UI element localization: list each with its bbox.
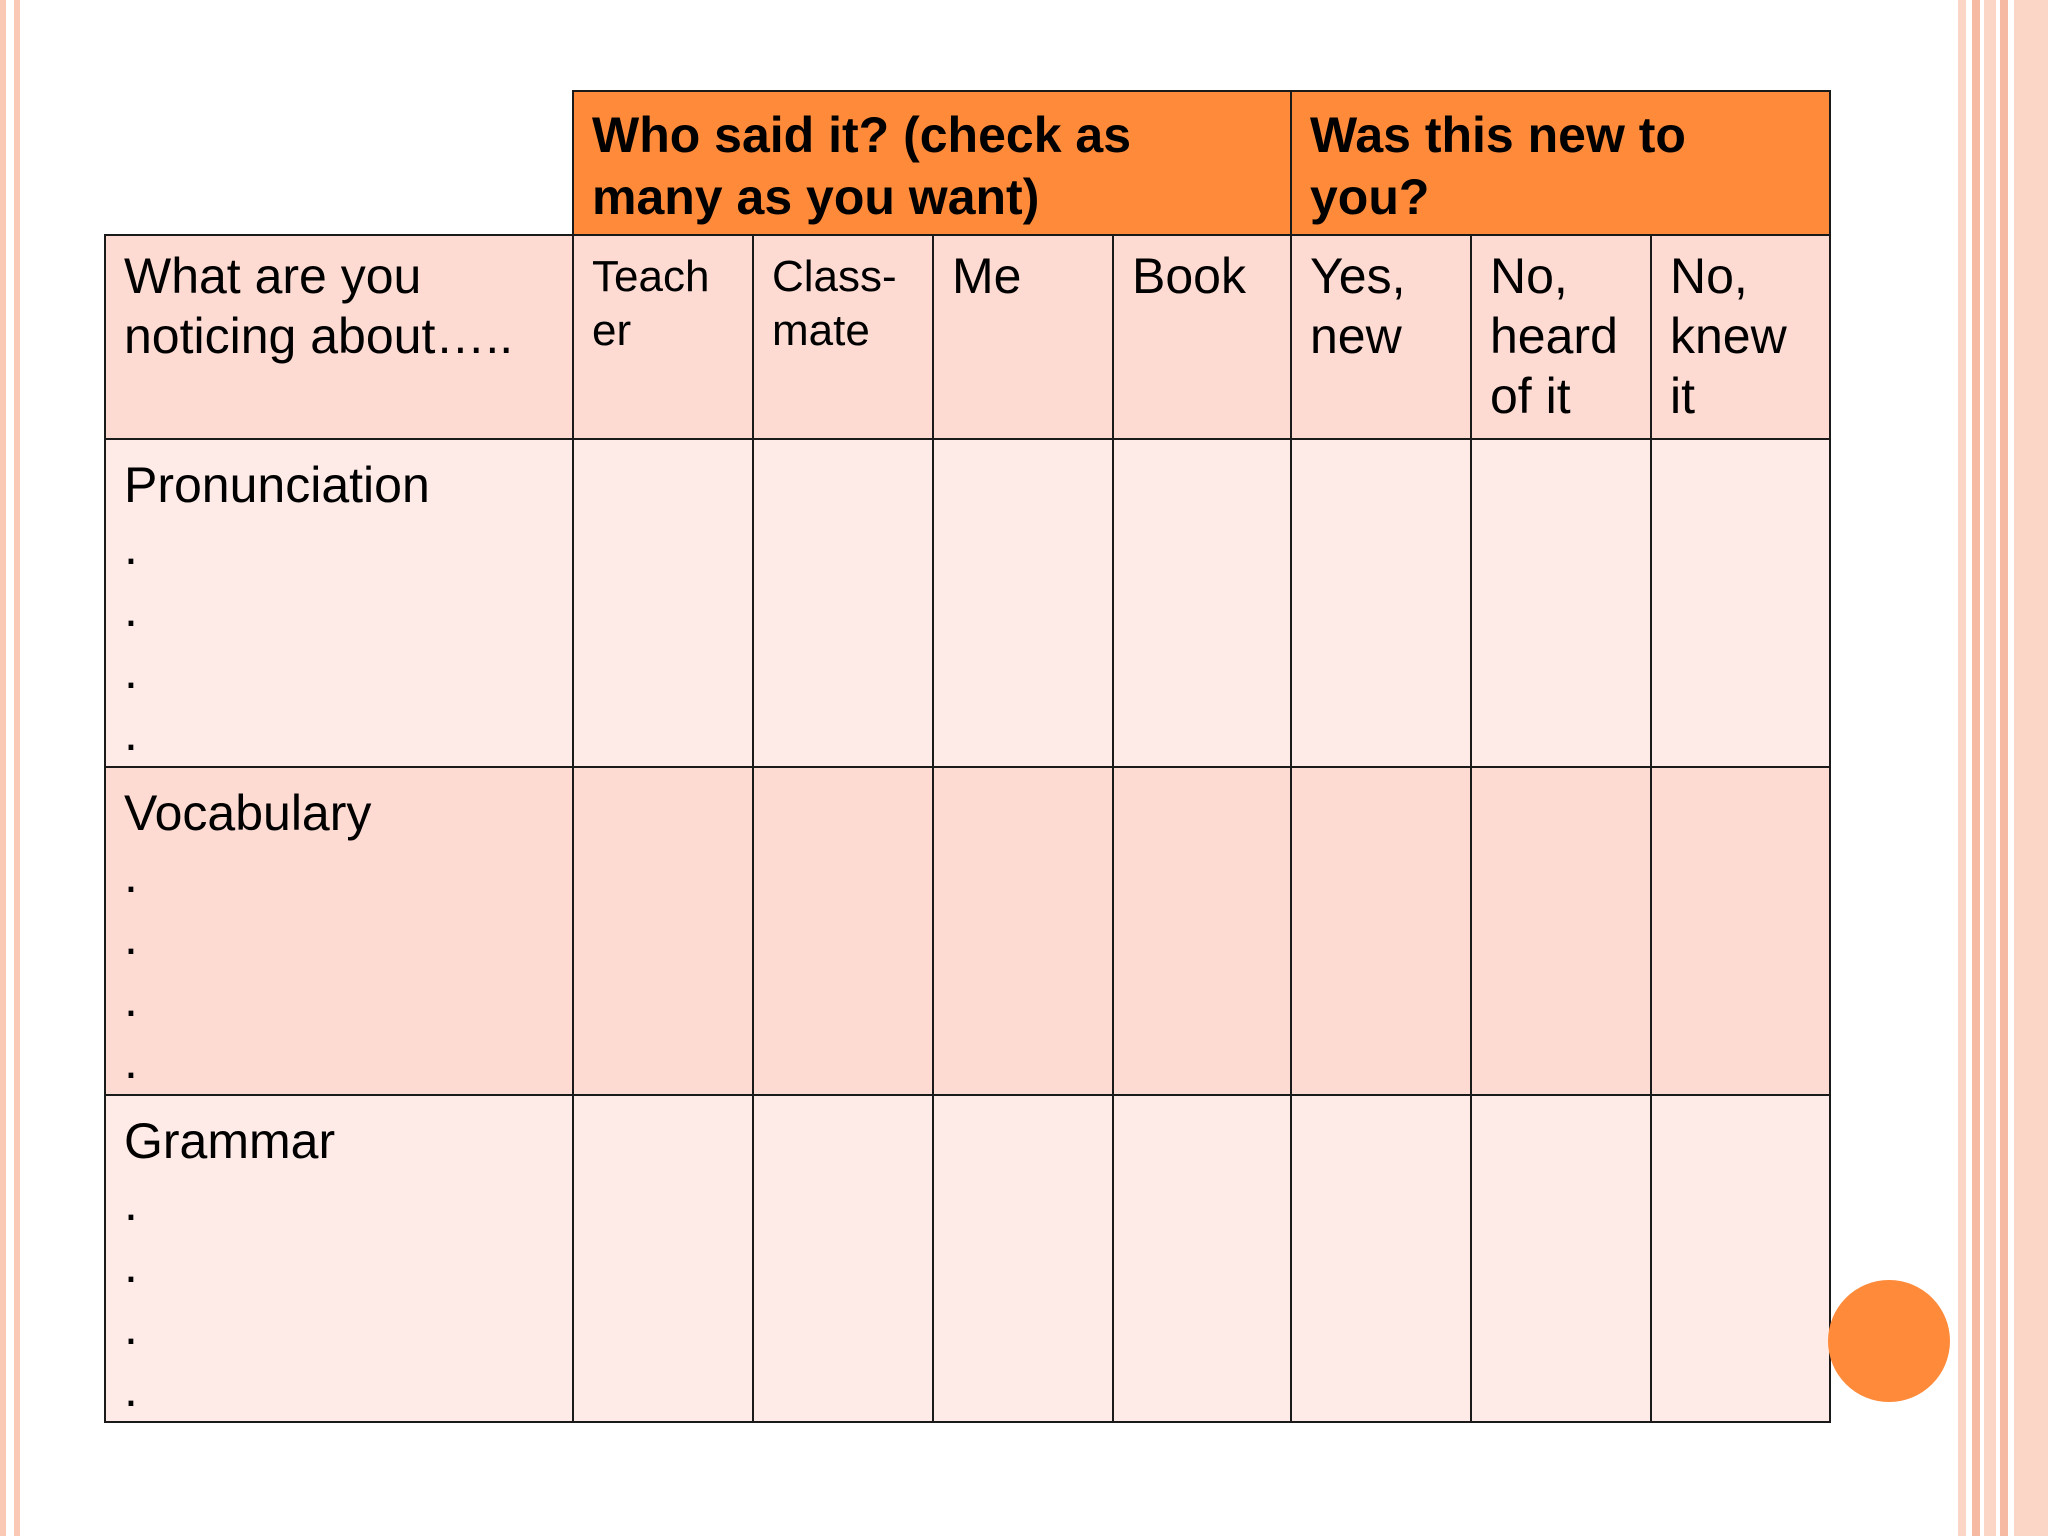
right-border-stripe-2 [1972, 0, 1980, 1536]
checkbox-cell[interactable] [1290, 766, 1472, 1096]
checkbox-cell[interactable] [1290, 438, 1472, 768]
checkbox-cell[interactable] [1470, 438, 1652, 768]
checkbox-cell[interactable] [752, 766, 934, 1096]
checkbox-cell[interactable] [1112, 1094, 1292, 1423]
checkbox-cell[interactable] [1650, 438, 1831, 768]
checkbox-cell[interactable] [572, 438, 754, 768]
checkbox-cell[interactable] [1290, 1094, 1472, 1423]
row-dot: . [124, 909, 138, 965]
checkbox-cell[interactable] [932, 1094, 1114, 1423]
row-label: Pronunciation [124, 457, 430, 513]
right-border-stripe-1 [1958, 0, 1966, 1536]
checkbox-cell[interactable] [572, 1094, 754, 1423]
corner-header [104, 234, 574, 440]
checkbox-cell[interactable] [932, 438, 1114, 768]
row-dot: . [124, 581, 138, 637]
row-dot: . [124, 519, 138, 575]
column-header-yes-new [1290, 234, 1472, 440]
right-border-stripe-4 [2000, 0, 2008, 1536]
column-header-teacher [572, 234, 754, 440]
row-header-pronunciation [104, 438, 574, 768]
column-header-teacher-text: Teach er [592, 252, 710, 355]
row-dot: . [124, 847, 138, 903]
column-header-yes-new-text: Yes, new [1310, 248, 1406, 364]
row-header-vocabulary [104, 766, 574, 1096]
checkbox-cell[interactable] [1470, 1094, 1652, 1423]
checkbox-cell[interactable] [1112, 438, 1292, 768]
right-border-stripe-5 [2014, 0, 2048, 1536]
column-header-classmate-text: Class- mate [772, 252, 897, 355]
column-header-heard-of-it [1470, 234, 1652, 440]
row-label: Vocabulary [124, 785, 372, 841]
right-border-stripe-3 [1984, 0, 1996, 1536]
checkbox-cell[interactable] [1650, 766, 1831, 1096]
column-header-book-text: Book [1132, 248, 1246, 304]
row-dot: . [124, 1237, 138, 1293]
column-header-knew-it-text: No, knew it [1670, 248, 1787, 424]
checkbox-cell[interactable] [752, 1094, 934, 1423]
corner-header-text: What are you noticing about….. [124, 248, 514, 364]
checkbox-cell[interactable] [1650, 1094, 1831, 1423]
row-dot: . [124, 1033, 138, 1089]
group-header-who-said-it-text: Who said it? (check as many as you want) [592, 107, 1132, 225]
column-header-classmate [752, 234, 934, 440]
column-header-book [1112, 234, 1292, 440]
checkbox-cell[interactable] [1112, 766, 1292, 1096]
checkbox-cell[interactable] [1470, 766, 1652, 1096]
row-dot: . [124, 643, 138, 699]
column-header-me [932, 234, 1114, 440]
checkbox-cell[interactable] [932, 766, 1114, 1096]
column-header-heard-of-it-text: No, heard of it [1490, 248, 1618, 424]
group-header-was-this-new-text: Was this new to you? [1310, 107, 1686, 225]
checkbox-cell[interactable] [572, 766, 754, 1096]
row-dot: . [124, 705, 138, 761]
column-header-knew-it [1650, 234, 1831, 440]
row-dot: . [124, 971, 138, 1027]
row-dot: . [124, 1299, 138, 1355]
row-label: Grammar [124, 1113, 336, 1169]
row-dot: . [124, 1361, 138, 1417]
left-border-stripe-2 [14, 0, 20, 1536]
row-dot: . [124, 1175, 138, 1231]
group-header-who-said-it [572, 90, 1292, 236]
group-header-was-this-new [1290, 90, 1831, 236]
decorative-circle [1828, 1280, 1950, 1402]
column-header-me-text: Me [952, 248, 1022, 304]
left-border-stripe-1 [0, 0, 6, 1536]
row-header-grammar [104, 1094, 574, 1423]
checkbox-cell[interactable] [752, 438, 934, 768]
